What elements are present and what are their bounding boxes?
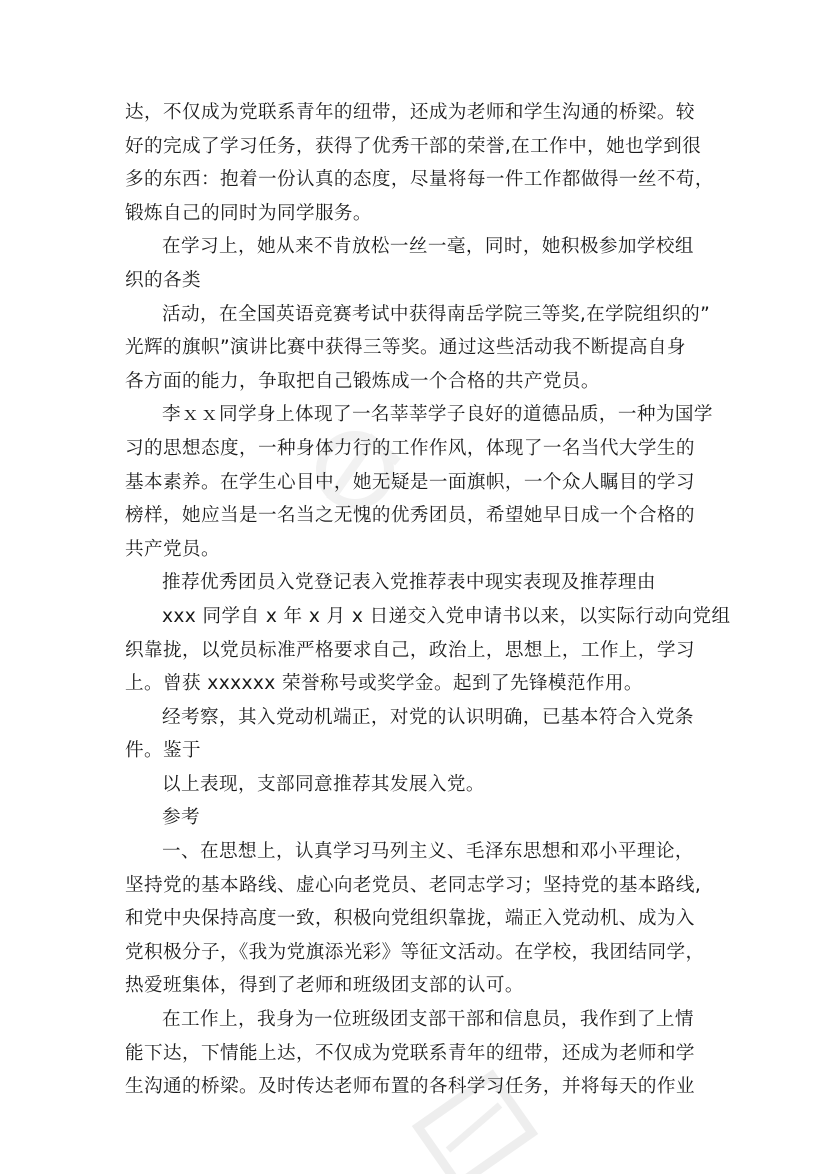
text-line: 坚持党的基本路线、虚心向老党员、老同志学习；坚持党的基本路线, [125, 874, 702, 896]
text-line: 和党中央保持高度一致，积极向党组织靠拢，端正入党动机、成为入 [125, 908, 695, 930]
text-line: 共产党员。 [125, 538, 220, 560]
text-line: 推荐优秀团员入党登记表入党推荐表中现实表现及推荐理由 [162, 572, 656, 594]
text-line: 热爱班集体，得到了老师和班级团支部的认可。 [125, 975, 524, 997]
text-line: 习的思想态度，一种身体力行的工作作风，体现了一名当代大学生的 [125, 437, 695, 459]
text-line: 李ｘｘ同学身上体现了一名莘莘学子良好的道德品质，一种为国学 [162, 404, 713, 426]
text-line: 经考察，其入党动机端正，对党的认识明确，已基本符合入党条 [162, 706, 694, 728]
text-line: 活动，在全国英语竞赛考试中获得南岳学院三等奖,在学院组织的” [162, 303, 711, 325]
text-line: 锻炼自己的同时为同学服务。 [125, 202, 372, 224]
text-line: 上。曾获 xxxxxx 荣誉称号或奖学金。起到了先锋模范作用。 [125, 673, 643, 695]
text-line: 榜样，她应当是一名当之无愧的优秀团员，希望她早日成一个合格的 [125, 505, 695, 527]
text-line: 参考 [162, 807, 200, 829]
text-line: 党积极分子，《我为党旗添光彩》等征文活动。在学校，我团结同学， [125, 941, 705, 963]
text-line: 件。鉴于 [125, 740, 201, 762]
text-line: xxx 同学自 x 年 x 月 x 日递交入党申请书以来，以实际行动向党组 [162, 605, 731, 627]
text-line: 织的各类 [125, 269, 201, 291]
text-line: 以上表现，支部同意推荐其发展入党。 [162, 773, 485, 795]
text-line: 光辉的旗帜”演讲比赛中获得三等奖。通过这些活动我不断提高自身 [125, 337, 686, 359]
text-line: 生沟通的桥梁。及时传达老师布置的各科学习任务，并将每天的作业 [125, 1076, 695, 1098]
text-line: 各方面的能力，争取把自己锻炼成一个合格的共产党员。 [125, 370, 600, 392]
text-line: 在学习上，她从来不肯放松一丝一毫，同时，她积极参加学校组 [162, 236, 694, 258]
text-line: 在工作上，我身为一位班级团支部干部和信息员，我作到了上情 [162, 1009, 694, 1031]
body-text [125, 96, 731, 1104]
text-line: 一、在思想上，认真学习马列主义、毛泽东思想和邓小平理论， [162, 841, 694, 863]
text-line: 织靠拢，以党员标准严格要求自己，政治上，思想上，工作上，学习 [125, 639, 695, 661]
text-line: 基本素养。在学生心目中，她无疑是一面旗帜，一个众人瞩目的学习 [125, 471, 695, 493]
text-line: 能下达，下情能上达，不仅成为党联系青年的纽带，还成为老师和学 [125, 1042, 695, 1064]
text-line: 好的完成了学习任务，获得了优秀干部的荣誉,在工作中，她也学到很 [125, 135, 702, 157]
text-line: 多的东西：抱着一份认真的态度，尽量将每一件工作都做得一丝不苟， [125, 169, 714, 191]
text-line: 达，不仅成为党联系青年的纽带，还成为老师和学生沟通的桥梁。较 [125, 102, 695, 123]
